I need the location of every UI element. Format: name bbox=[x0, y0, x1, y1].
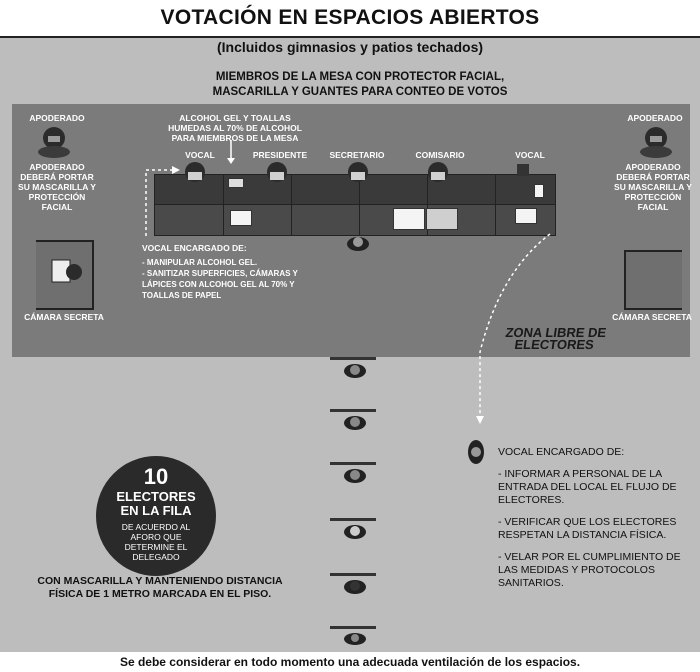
title-bar bbox=[0, 0, 700, 38]
ballot-box-left-icon bbox=[393, 208, 425, 230]
vocal-right-chair-icon bbox=[517, 164, 529, 176]
vocal-inside-heading: VOCAL ENCARGADO DE: bbox=[142, 243, 247, 253]
alcohol-gel-note: ALCOHOL GEL Y TOALLAS HUMEDAS AL 70% DE ALCOHOL PARA MIEMBROS DE LA MESA bbox=[168, 113, 302, 143]
floor-mark bbox=[330, 357, 376, 360]
role-presidente: PRESIDENTE bbox=[252, 150, 308, 160]
comisario-person-icon bbox=[423, 160, 453, 190]
right-booth-label: CÁMARA SECRETA bbox=[612, 312, 692, 322]
left-booth-label: CÁMARA SECRETA bbox=[24, 312, 104, 322]
left-apoderado-label: APODERADO bbox=[29, 113, 85, 123]
vocal-left-path-arrow bbox=[140, 164, 180, 244]
role-vocal-right: VOCAL bbox=[515, 150, 545, 160]
queue-voter-icon bbox=[343, 631, 367, 647]
floor-mark bbox=[330, 573, 376, 576]
right-apoderado-label: APODERADO bbox=[627, 113, 683, 123]
voter-at-table-icon bbox=[346, 232, 370, 254]
ballot-box-right-icon bbox=[426, 208, 458, 230]
floor-mark bbox=[330, 409, 376, 412]
zone-free-label: ZONA LIBRE DE ELECTORES bbox=[504, 325, 608, 352]
alcohol-gel-bottle-icon bbox=[228, 178, 244, 188]
members-note: MIEMBROS DE LA MESA CON PROTECTOR FACIAL, MASCARILLA Y GUANTES PARA CONTEO DE VOTOS bbox=[212, 71, 508, 98]
left-booth-voter-icon bbox=[50, 258, 84, 288]
queue-voter-icon bbox=[343, 467, 367, 485]
vocal-inside-item: - MANIPULAR ALCOHOL GEL. bbox=[142, 258, 258, 267]
page-title: VOTACIÓN EN ESPACIOS ABIERTOS bbox=[160, 6, 540, 29]
vocal-entrance-heading: VOCAL ENCARGADO DE: bbox=[498, 446, 625, 458]
left-apoderado-person-icon bbox=[34, 124, 74, 158]
secretario-person-icon bbox=[343, 160, 373, 190]
right-apoderado-note: APODERADO DEBERÁ PORTAR SU MASCARILLA Y PROTECCIÓN FACIAL bbox=[614, 162, 692, 212]
distance-note: CON MASCARILLA Y MANTENIENDO DISTANCIA FÍSICA DE 1 METRO MARCADA EN EL PISO. bbox=[37, 575, 283, 600]
badge-number: 10 bbox=[143, 464, 169, 489]
queue-voter-icon bbox=[343, 523, 367, 541]
vocal-entrance-duties bbox=[498, 446, 698, 599]
queue-voter-icon bbox=[343, 414, 367, 432]
vocal-entrance-item: - VELAR POR EL CUMPLIMIENTO DE LAS MEDIDAS Y PROTOCOLOS SANITARIOS. bbox=[498, 551, 681, 589]
vocal-left-person-icon bbox=[180, 160, 210, 190]
right-apoderado-person-icon bbox=[636, 124, 676, 158]
role-vocal-left: VOCAL bbox=[185, 150, 215, 160]
alcohol-arrow-icon bbox=[226, 140, 236, 164]
page-subtitle: (Incluidos gimnasios y patios techados) bbox=[216, 39, 484, 55]
queue-voter-icon bbox=[343, 578, 367, 596]
footer-note: Se debe considerar en todo momento una adecuada ventilación de los espacios. bbox=[0, 652, 700, 672]
vocal-entrance-item: - VERIFICAR QUE LOS ELECTORES RESPETAN LA DISTANCIA FÍSICA. bbox=[498, 516, 677, 541]
badge-line1: ELECTORES bbox=[116, 489, 196, 504]
right-secret-booth bbox=[624, 250, 682, 310]
voters-in-line-badge bbox=[96, 456, 216, 576]
badge-note: DE ACUERDO AL AFORO QUE DETERMINE EL DELEGADO bbox=[121, 522, 191, 562]
vocal-right-gel-icon bbox=[534, 184, 544, 198]
entrance-vocal-person-icon bbox=[464, 438, 488, 466]
vocal-entrance-item: - INFORMAR A PERSONAL DE LA ENTRADA DEL LOCAL EL FLUJO DE ELECTORES. bbox=[498, 468, 677, 506]
badge-line2: EN LA FILA bbox=[120, 503, 192, 518]
vocal-inside-item: - SANITIZAR SUPERFICIES, CÁMARAS Y LÁPICES CON ALCOHOL GEL AL 70% Y TOALLAS DE PAPEL bbox=[142, 269, 298, 300]
role-secretario: SECRETARIO bbox=[329, 150, 385, 160]
floor-mark bbox=[330, 626, 376, 629]
floor-mark bbox=[330, 518, 376, 521]
presidente-person-icon bbox=[262, 160, 292, 190]
left-apoderado-note: APODERADO DEBERÁ PORTAR SU MASCARILLA Y PROTECCIÓN FACIAL bbox=[18, 162, 96, 212]
ballot-book-icon bbox=[230, 210, 252, 226]
queue-voter-icon bbox=[343, 362, 367, 380]
electoral-record-icon bbox=[515, 208, 537, 224]
role-comisario: COMISARIO bbox=[415, 150, 465, 160]
floor-mark bbox=[330, 462, 376, 465]
